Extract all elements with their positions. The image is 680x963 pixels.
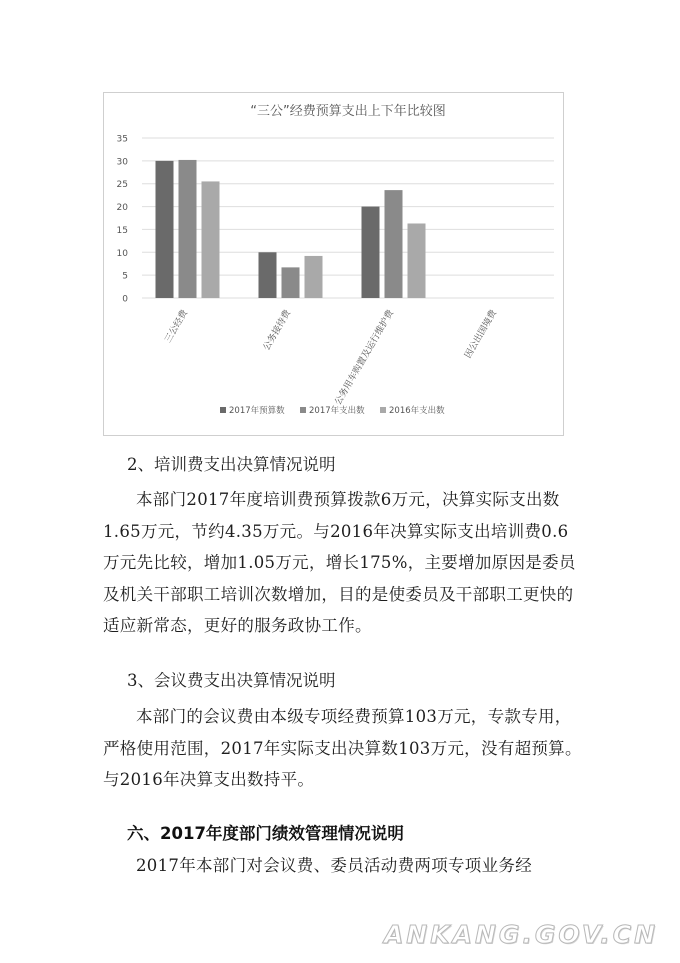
paragraph-training: 本部门2017年度培训费预算拨款6万元，决算实际支出数1.65万元，节约4.35万元。与2016年决算实际支出培训费0.6万元先比较，增加1.05万元，增长175%，主要增加原因是委员及机关干部职工培训次数增加，目的是使委员及干部职工更快的适应新常态，更好的服务政协工作。 [103,490,576,635]
section-heading-performance: 六、2017年度部门绩效管理情况说明 [127,824,404,843]
y-tick-label: 0 [122,294,128,305]
legend-swatch [220,407,226,413]
chart-canvas [104,93,563,435]
bar [305,256,323,298]
x-tick-label: 三公经费 [163,308,191,345]
paragraph-meeting: 本部门的会议费由本级专项经费预算103万元，专款专用，严格使用范围，2017年实际支出决算数103万元，没有超预算。与2016年决算支出数持平。 [103,707,582,789]
legend-swatch [300,407,306,413]
y-tick-label: 10 [116,248,128,259]
bar [179,160,197,298]
bar [385,190,403,298]
bar [259,252,277,298]
legend-label: 2016年支出数 [389,406,445,416]
y-tick-label: 20 [116,203,128,214]
chart-title: “三公”经费预算支出上下年比较图 [250,104,446,119]
bar [408,223,426,298]
section-heading-meeting: 3、会议费支出决算情况说明 [127,671,336,690]
bar [156,161,174,298]
y-tick-label: 30 [116,157,128,168]
bar-chart [103,92,564,436]
legend-swatch [380,407,386,413]
x-tick-label: 因公出国境费 [463,308,500,361]
legend-label: 2017年支出数 [309,406,365,416]
y-tick-label: 35 [116,134,128,145]
section-heading-training: 2、培训费支出决算情况说明 [127,455,336,474]
x-tick-label: 公务接待费 [261,308,294,353]
y-tick-label: 5 [122,271,128,282]
watermark-logo: ANKANG.GOV.CN [383,920,658,949]
paragraph-performance: 2017年本部门对会议费、委员活动费两项专项业务经 [136,856,532,875]
y-tick-label: 15 [116,225,128,236]
bar [282,267,300,298]
bar [362,207,380,298]
x-tick-label: 公务用车购置及运行维护费 [333,308,397,408]
legend-label: 2017年预算数 [229,406,285,416]
bar [202,181,220,298]
y-tick-label: 25 [116,180,128,191]
